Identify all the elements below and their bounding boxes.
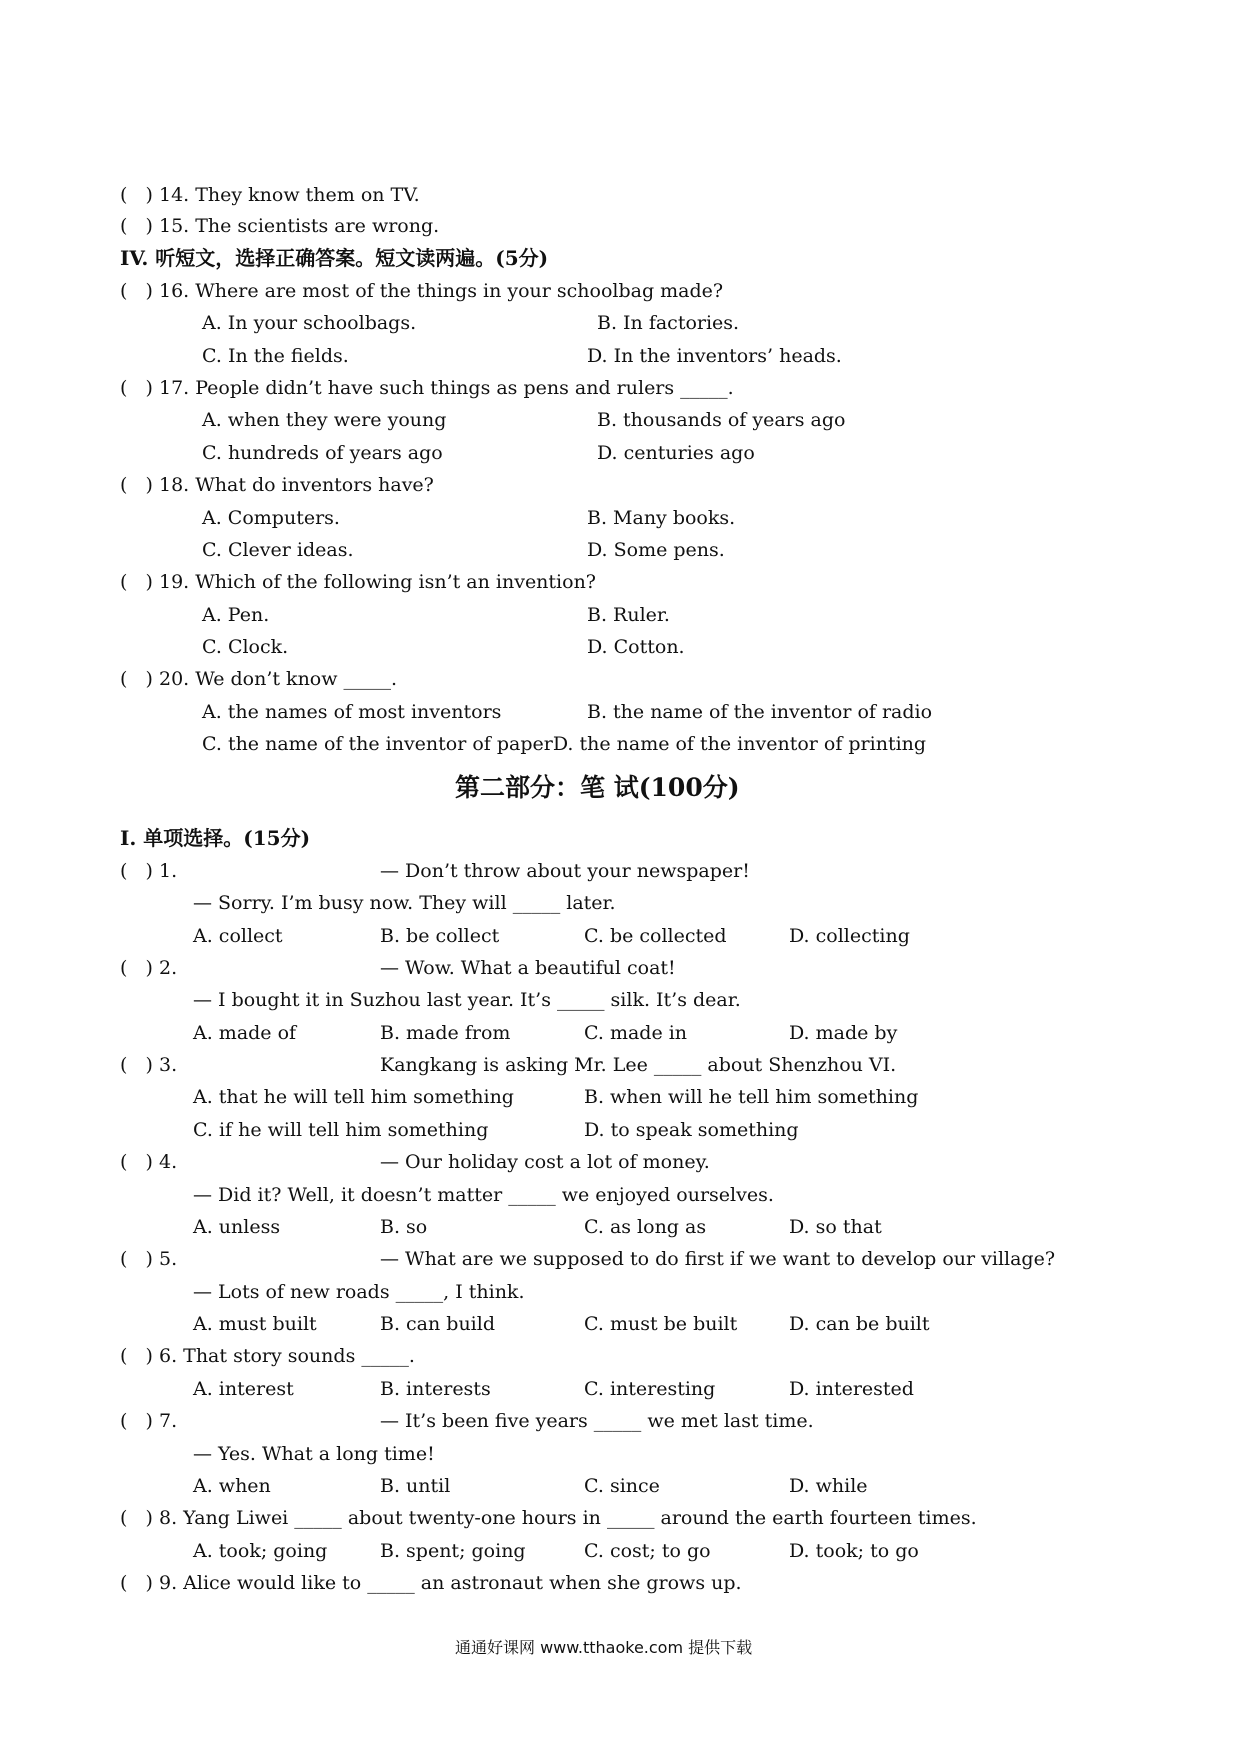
section-title: 第二部分：笔 试(100分): [455, 773, 740, 802]
text-line: ( ) 2.: [120, 957, 178, 979]
text-line: C. Clever ideas.: [202, 539, 354, 561]
text-line: B. the name of the inventor of radio: [587, 701, 933, 723]
text-line: C. if he will tell him something: [193, 1119, 489, 1141]
text-line: ( ) 19. Which of the following isn’t an invention?: [120, 571, 596, 593]
text-line: C. Clock.: [202, 636, 289, 658]
text-line: — Sorry. I’m busy now. They will _____ later.: [193, 892, 616, 914]
text-line: D. Some pens.: [587, 539, 725, 561]
text-line: A. interest: [193, 1378, 294, 1400]
text-line: D. to speak something: [584, 1119, 799, 1141]
text-line: C. since: [584, 1475, 660, 1497]
text-line: ( ) 9. Alice would like to _____ an astronaut when she grows up.: [120, 1572, 742, 1594]
text-line: A. must built: [193, 1313, 317, 1335]
text-line: A. unless: [193, 1216, 281, 1238]
text-line: D. In the inventors’ heads.: [587, 345, 842, 367]
text-line: ( ) 18. What do inventors have?: [120, 474, 434, 496]
text-line: D. centuries ago: [597, 442, 755, 464]
text-line: — Wow. What a beautiful coat!: [380, 957, 676, 979]
text-line: A. that he will tell him something: [193, 1086, 514, 1108]
text-line: ( ) 15. The scientists are wrong.: [120, 215, 440, 237]
text-line: ( ) 8. Yang Liwei _____ about twenty-one hours in _____ around the earth fourteen times.: [120, 1507, 977, 1529]
text-line: C. In the fields.: [202, 345, 349, 367]
text-line: ( ) 20. We don’t know _____.: [120, 668, 398, 690]
text-line: D. made by: [789, 1022, 898, 1044]
text-line: C. must be built: [584, 1313, 738, 1335]
text-line: A. Computers.: [202, 507, 340, 529]
text-line: — Our holiday cost a lot of money.: [380, 1151, 710, 1173]
text-line: D. can be built: [789, 1313, 930, 1335]
text-line: ( ) 17. People didn’t have such things as pens and rulers _____.: [120, 377, 734, 399]
text-line: B. be collect: [380, 925, 500, 947]
text-line: ( ) 7.: [120, 1410, 178, 1432]
text-line: ( ) 1.: [120, 860, 178, 882]
text-line: C. as long as: [584, 1216, 707, 1238]
text-line: — It’s been five years _____ we met last time.: [380, 1410, 814, 1432]
text-line: IV. 听短文，选择正确答案。短文读两遍。(5分): [120, 246, 549, 270]
text-line: ( ) 3.: [120, 1054, 178, 1076]
text-line: B. Ruler.: [587, 604, 670, 626]
text-line: D. collecting: [789, 925, 910, 947]
text-line: — Did it? Well, it doesn’t matter _____ we enjoyed ourselves.: [193, 1184, 774, 1206]
text-line: A. when they were young: [202, 409, 447, 431]
text-line: B. spent; going: [380, 1540, 526, 1562]
text-line: ( ) 6. That story sounds _____.: [120, 1345, 415, 1367]
text-line: D. Cotton.: [587, 636, 685, 658]
text-line: A. made of: [193, 1022, 297, 1044]
text-line: ( ) 14. They know them on TV.: [120, 184, 420, 206]
text-line: — Lots of new roads _____, I think.: [193, 1281, 525, 1303]
text-line: C. cost; to go: [584, 1540, 711, 1562]
text-line: B. until: [380, 1475, 451, 1497]
text-line: D. took; to go: [789, 1540, 919, 1562]
text-line: ( ) 5.: [120, 1248, 178, 1270]
text-line: A. took; going: [193, 1540, 328, 1562]
text-line: B. Many books.: [587, 507, 736, 529]
text-line: C. made in: [584, 1022, 688, 1044]
text-line: B. In factories.: [597, 312, 740, 334]
text-line: B. so: [380, 1216, 428, 1238]
page-footer: 通通好课网 www.tthaoke.com 提供下载: [455, 1638, 753, 1657]
text-line: — I bought it in Suzhou last year. It’s _____ silk. It’s dear.: [193, 989, 741, 1011]
text-line: B. can build: [380, 1313, 496, 1335]
text-line: Ⅰ. 单项选择。(15分): [120, 826, 311, 850]
text-line: B. thousands of years ago: [597, 409, 846, 431]
text-line: C. hundreds of years ago: [202, 442, 443, 464]
text-line: A. Pen.: [202, 604, 270, 626]
text-line: A. when: [193, 1475, 271, 1497]
text-line: B. interests: [380, 1378, 491, 1400]
text-line: D. while: [789, 1475, 868, 1497]
text-line: C. interesting: [584, 1378, 716, 1400]
text-line: D. interested: [789, 1378, 914, 1400]
text-line: A. collect: [193, 925, 283, 947]
text-line: ( ) 4.: [120, 1151, 178, 1173]
text-line: — Yes. What a long time!: [193, 1443, 435, 1465]
text-line: D. so that: [789, 1216, 882, 1238]
text-line: B. when will he tell him something: [584, 1086, 919, 1108]
text-line: ( ) 16. Where are most of the things in your schoolbag made?: [120, 280, 724, 302]
text-line: A. In your schoolbags.: [202, 312, 417, 334]
text-line: — What are we supposed to do first if we want to develop our village?: [380, 1248, 1056, 1270]
text-line: B. made from: [380, 1022, 511, 1044]
text-line: A. the names of most inventors: [202, 701, 502, 723]
text-line: — Don’t throw about your newspaper!: [380, 860, 750, 882]
text-line: Kangkang is asking Mr. Lee _____ about Shenzhou VI.: [380, 1054, 897, 1076]
text-line: C. the name of the inventor of paperD. the name of the inventor of printing: [202, 733, 927, 755]
text-line: C. be collected: [584, 925, 727, 947]
